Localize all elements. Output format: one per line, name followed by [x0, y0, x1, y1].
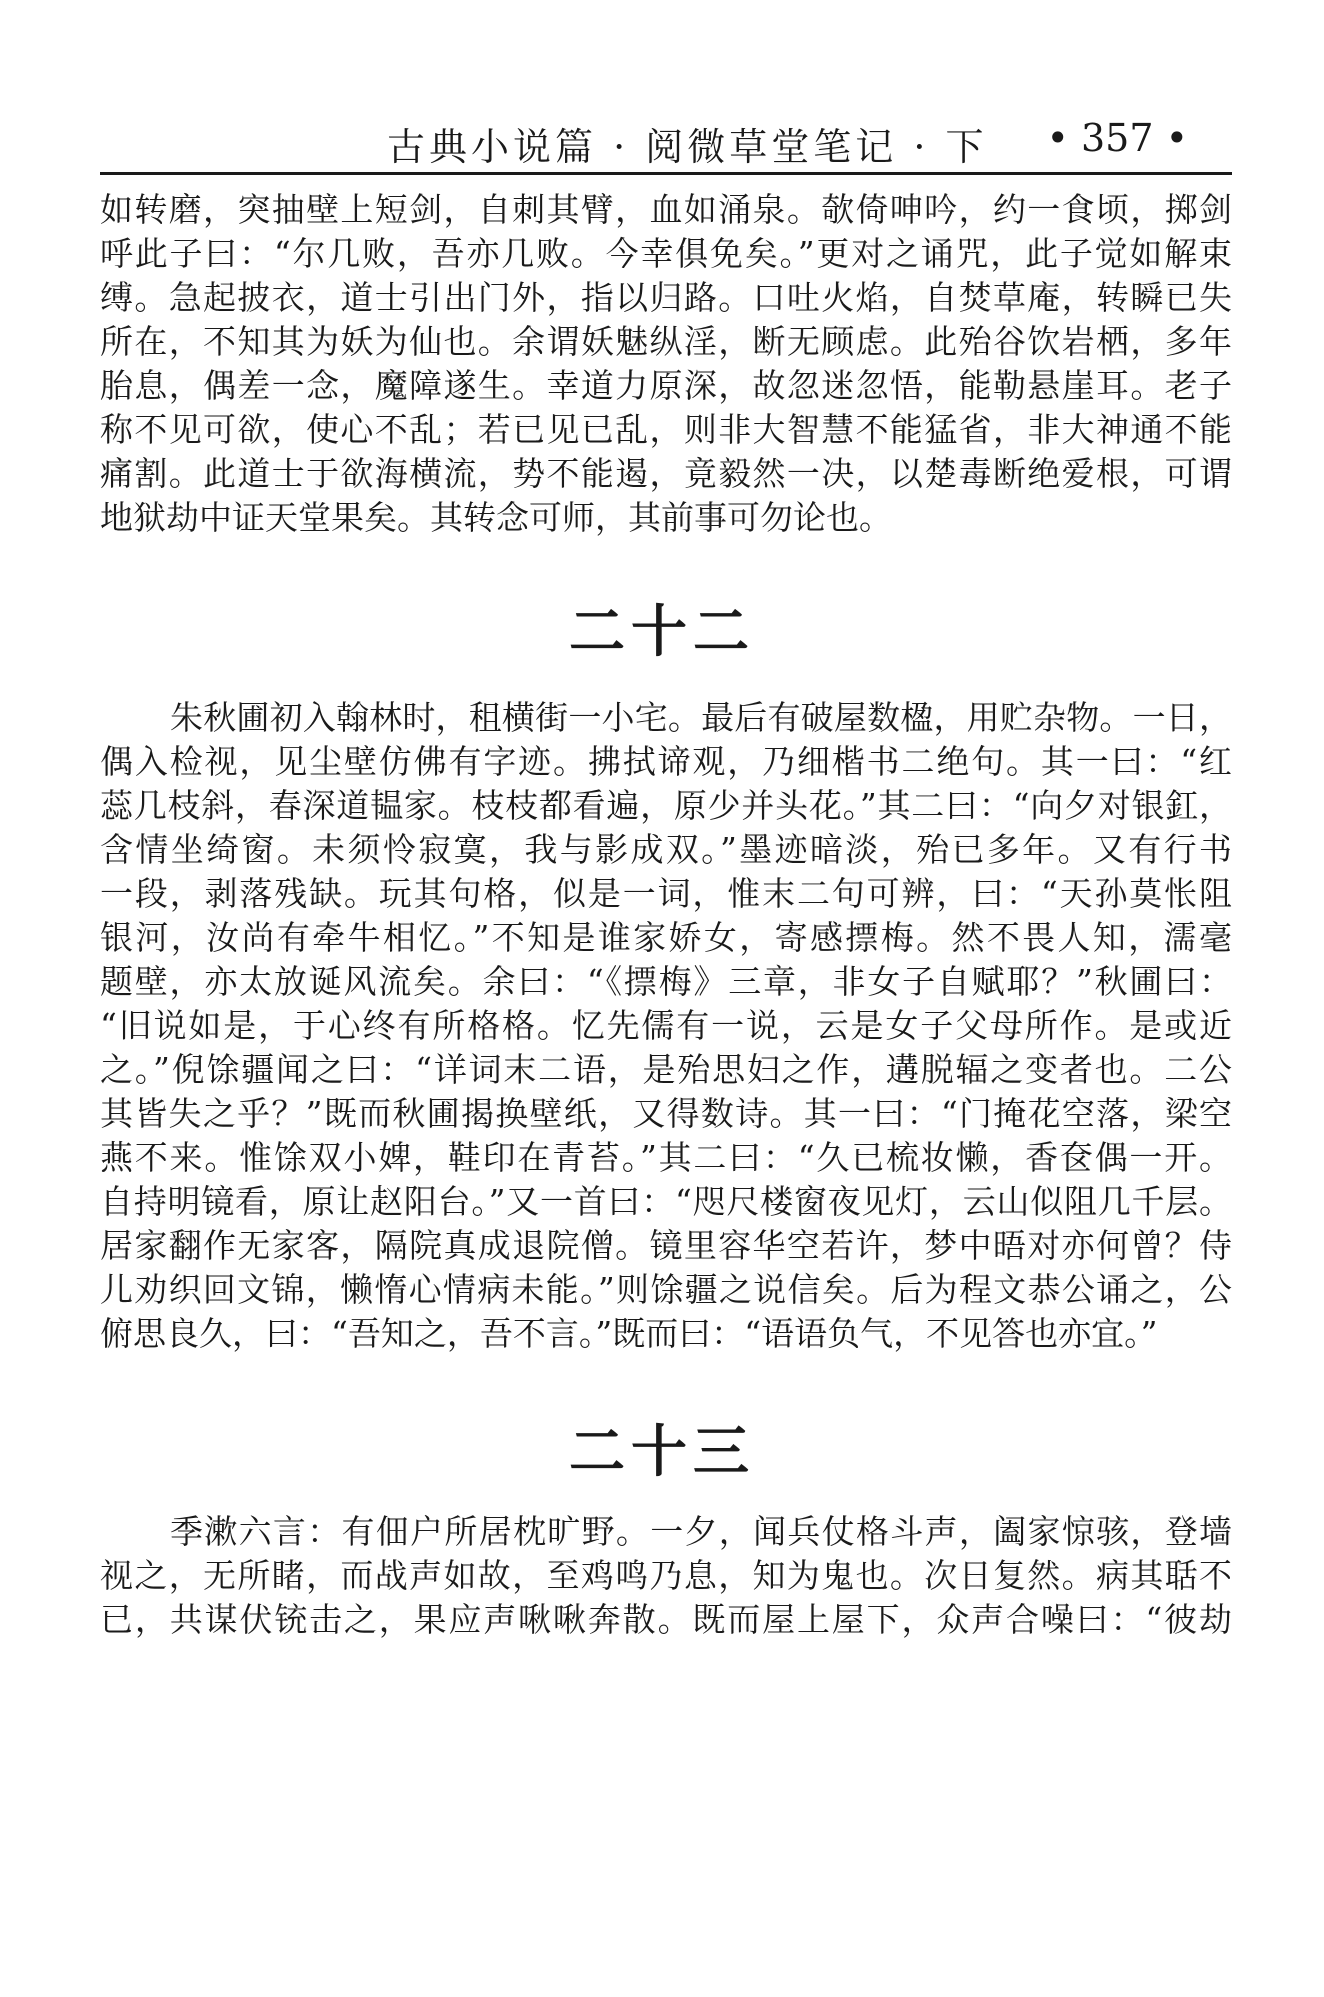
text-line: 偶入检视，见尘壁仿佛有字迹。拂拭谛观，乃细楷书二绝句。其一曰：“红 [100, 742, 1232, 781]
text-line: 呼此子曰：“尔几败，吾亦几败。今幸俱免矣。”更对之诵咒，此子觉如解束 [100, 234, 1232, 273]
text-line: 所在，不知其为妖为仙也。余谓妖魅纵淫，断无顾虑。此殆谷饮岩栖，多年 [100, 322, 1232, 361]
text-line: 俯思良久，曰：“吾知之，吾不言。”既而曰：“语语负气，不见答也亦宜。” [100, 1314, 1158, 1353]
text-line: 之。”倪馀疆闻之曰：“详词末二语，是殆思妇之作，遘脱辐之变者也。二公 [100, 1050, 1232, 1089]
text-line: 地狱劫中证天堂果矣。其转念可师，其前事可勿论也。 [100, 498, 892, 537]
text-line: 视之，无所睹，而战声如故，至鸡鸣乃息，知为鬼也。次日复然。病其聒不 [100, 1556, 1232, 1595]
text-line: 蕊几枝斜，春深道韫家。枝枝都看遍，原少并头花。”其二曰：“向夕对银釭， [100, 786, 1232, 825]
text-line: 朱秋圃初入翰林时，租横街一小宅。最后有破屋数楹，用贮杂物。一日， [170, 698, 1232, 737]
header-rule [100, 172, 1232, 175]
text-line: 称不见可欲，使心不乱；若已见已乱，则非大智慧不能猛省，非大神通不能 [100, 410, 1232, 449]
text-line: 痛割。此道士于欲海横流，势不能遏，竟毅然一决，以楚毒断绝爱根，可谓 [100, 454, 1232, 493]
text-line: 燕不来。惟馀双小婢，鞋印在青苔。”其二曰：“久已梳妆懒，香奁偶一开。 [100, 1138, 1232, 1177]
text-line: 居家翻作无家客，隔院真成退院僧。镜里容华空若许，梦中晤对亦何曾？侍 [100, 1226, 1232, 1265]
page-number: • 357 • [1046, 116, 1188, 160]
text-line: 季漱六言：有佃户所居枕旷野。一夕，闻兵仗格斗声，阖家惊骇，登墙 [170, 1512, 1232, 1551]
text-line: 其皆失之乎？”既而秋圃揭换壁纸，又得数诗。其一曰：“门掩花空落，梁空 [100, 1094, 1232, 1133]
page-header [102, 112, 1232, 172]
text-line: 含情坐绮窗。未须怜寂寞，我与影成双。”墨迹暗淡，殆已多年。又有行书 [100, 830, 1232, 869]
text-line: 一段，剥落残缺。玩其句格，似是一词，惟末二句可辨，曰：“天孙莫怅阻 [100, 874, 1232, 913]
text-line: 缚。急起披衣，道士引出门外，指以归路。口吐火焰，自焚草庵，转瞬已失 [100, 278, 1232, 317]
text-line: 已，共谋伏铳击之，果应声啾啾奔散。既而屋上屋下，众声合噪曰：“彼劫 [100, 1600, 1232, 1639]
text-line: 自持明镜看，原让赵阳台。”又一首曰：“咫尺楼窗夜见灯，云山似阻几千层。 [100, 1182, 1232, 1221]
section-heading: 二十三 [569, 1419, 755, 1485]
text-line: 儿劝织回文锦，懒惰心情病未能。”则馀疆之说信矣。后为程文恭公诵之，公 [100, 1270, 1232, 1309]
text-line: “旧说如是，于心终有所格格。忆先儒有一说，云是女子父母所作。是或近 [100, 1006, 1232, 1045]
running-title: 古典小说篇 · 阅微草堂笔记 · 下 [387, 125, 988, 169]
text-line: 题壁，亦太放诞风流矣。余曰：“《摽梅》三章，非女子自赋耶？”秋圃曰： [100, 962, 1232, 1001]
section-heading: 二十二 [569, 599, 755, 665]
text-line: 如转磨，突抽壁上短剑，自刺其臂，血如涌泉。欹倚呻吟，约一食顷，掷剑 [100, 190, 1232, 229]
text-line: 胎息，偶差一念，魔障遂生。幸道力原深，故忽迷忽悟，能勒悬崖耳。老子 [100, 366, 1232, 405]
text-line: 银河，汝尚有牵牛相忆。”不知是谁家娇女，寄感摽梅。然不畏人知，濡毫 [100, 918, 1232, 957]
